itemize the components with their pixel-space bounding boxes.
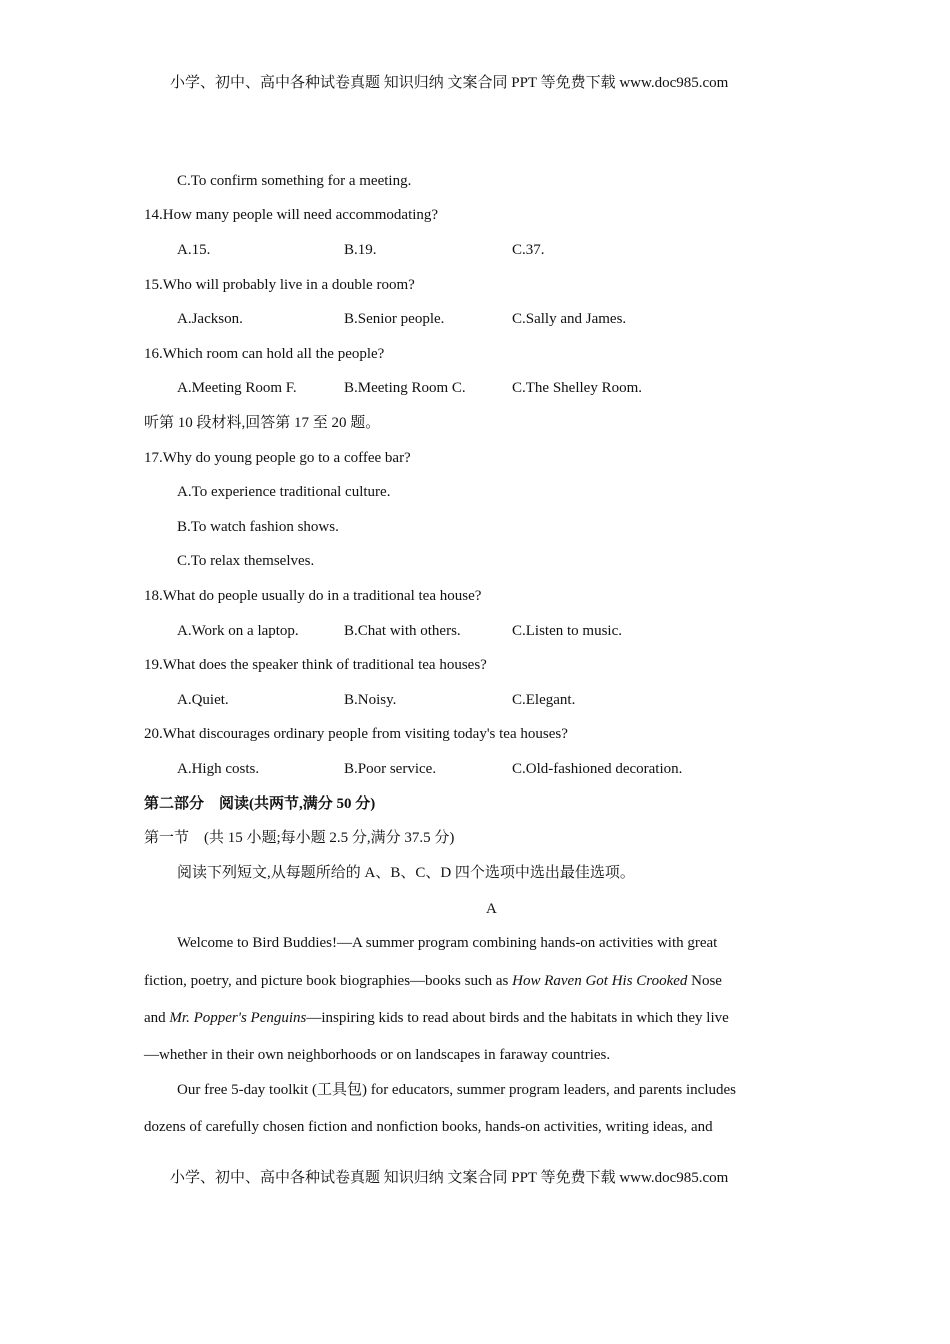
- paragraph-1-line: [144, 1008, 729, 1028]
- book-title: How Raven Got His Crooked: [512, 973, 688, 989]
- option: B.Senior people.: [344, 311, 445, 327]
- question-18: 18.What do people usually do in a traditional tea house?: [144, 588, 482, 604]
- option: B.Chat with others.: [344, 623, 461, 639]
- option: C.Listen to music.: [512, 623, 622, 639]
- question-14: 14.How many people will need accommodating?: [144, 207, 439, 223]
- question-20: 20.What discourages ordinary people from visiting today's tea houses?: [144, 726, 568, 742]
- page-header: 小学、初中、高中各种试卷真题 知识归纳 文案合同 PPT 等免费下载 www.doc985.com: [170, 75, 729, 91]
- option: C.Elegant.: [512, 692, 576, 708]
- option: A.Jackson.: [177, 311, 243, 327]
- option: A.Meeting Room F.: [177, 380, 297, 396]
- paragraph-1-line: [144, 971, 722, 991]
- option: A.15.: [177, 242, 211, 258]
- part-2-heading: 第二部分 阅读(共两节,满分 50 分): [144, 796, 376, 812]
- paragraph-2-line: dozens of carefully chosen fiction and nonfiction books, hands-on activities, writing ideas, and: [144, 1119, 713, 1135]
- option: C.Sally and James.: [512, 311, 627, 327]
- passage-label: A: [486, 901, 497, 917]
- page-footer: 小学、初中、高中各种试卷真题 知识归纳 文案合同 PPT 等免费下载 www.doc985.com: [170, 1170, 729, 1186]
- reading-instruction: 阅读下列短文,从每题所给的 A、B、C、D 四个选项中选出最佳选项。: [177, 865, 635, 881]
- question-17: 17.Why do young people go to a coffee bar?: [144, 450, 411, 466]
- option: A.High costs.: [177, 761, 260, 777]
- question-15: 15.Who will probably live in a double room?: [144, 277, 415, 293]
- option: B.Poor service.: [344, 761, 437, 777]
- option: C.To relax themselves.: [177, 553, 315, 569]
- section-1-heading: 第一节 (共 15 小题;每小题 2.5 分,满分 37.5 分): [144, 830, 455, 846]
- option: A.Quiet.: [177, 692, 229, 708]
- text: fiction, poetry, and picture book biographies—books such as: [144, 973, 513, 989]
- paragraph-2-line: Our free 5-day toolkit (工具包) for educators, summer program leaders, and parents includes: [177, 1082, 736, 1098]
- option: C.The Shelley Room.: [512, 380, 642, 396]
- question-16: 16.Which room can hold all the people?: [144, 346, 385, 362]
- option: C.37.: [512, 242, 545, 258]
- text: and: [144, 1010, 170, 1026]
- paragraph-1-line: —whether in their own neighborhoods or on landscapes in faraway countries.: [144, 1047, 611, 1063]
- option: B.Meeting Room C.: [344, 380, 466, 396]
- option: A.Work on a laptop.: [177, 623, 299, 639]
- option: A.To experience traditional culture.: [177, 484, 391, 500]
- option: B.To watch fashion shows.: [177, 519, 339, 535]
- book-title: Mr. Popper's Penguins: [169, 1010, 307, 1026]
- instruction-10: 听第 10 段材料,回答第 17 至 20 题。: [144, 415, 381, 431]
- text: Nose: [687, 973, 722, 989]
- paragraph-1-line: Welcome to Bird Buddies!—A summer program combining hands-on activities with great: [177, 935, 718, 951]
- option: C.Old-fashioned decoration.: [512, 761, 683, 777]
- text: —inspiring kids to read about birds and the habitats in which they live: [306, 1010, 729, 1026]
- option: B.19.: [344, 242, 377, 258]
- q13-option-c: C.To confirm something for a meeting.: [177, 173, 412, 189]
- question-19: 19.What does the speaker think of traditional tea houses?: [144, 657, 487, 673]
- option: B.Noisy.: [344, 692, 397, 708]
